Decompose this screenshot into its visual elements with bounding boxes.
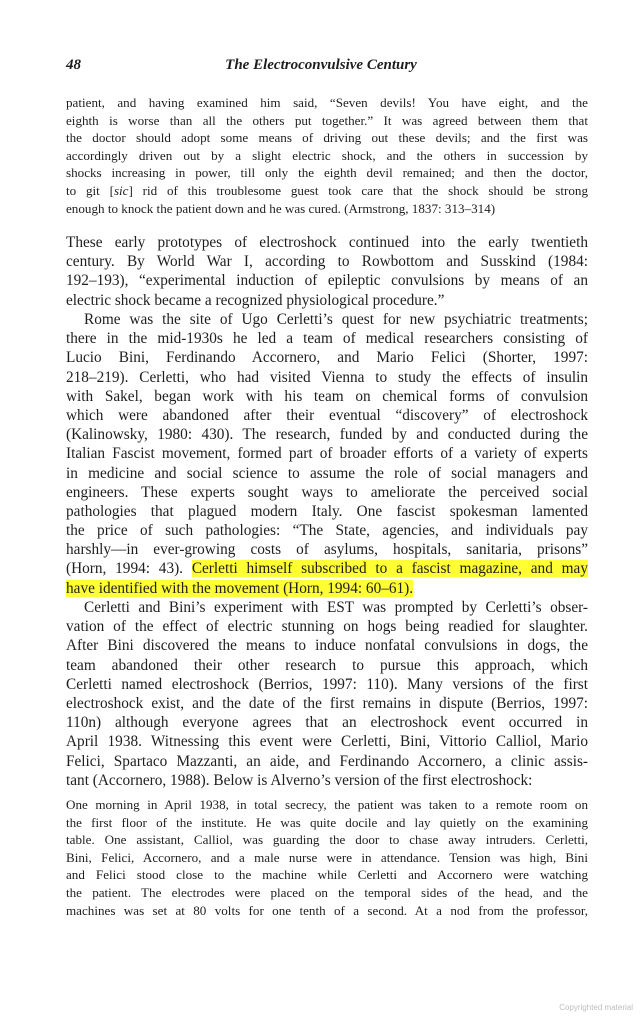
body-line: century. By World War I, according to Rowbottom and Susskind (1984: xyxy=(66,253,588,271)
quote-line: enough to knock the patient down and he was cured. (Armstrong, 1837: 313–314) xyxy=(66,200,496,216)
body-line: (Kalinowsky, 1980: 430). The research, funded by and conducted during the xyxy=(66,426,588,444)
page-number: 48 xyxy=(66,57,81,73)
body-line: These early prototypes of electroshock continued into the early twentieth xyxy=(66,234,588,251)
quote-line: eighth is worse than all the others put together.” It was agreed between them that xyxy=(66,112,588,128)
body-line: vation of the effect of electric stunning on hogs being readied for slaughter. xyxy=(66,618,588,636)
quote-line: shocks increasing in power, till only the eighth devil remained; and then the doctor, xyxy=(66,165,588,181)
paragraph-cerletti-bini-experiment xyxy=(66,598,588,790)
body-line: Cerletti named electroshock (Berrios, 1997: 110). Many versions of the first xyxy=(66,675,588,693)
body-line: electroshock exist, and the date of the first remains in dispute (Berrios, 1997: xyxy=(66,694,588,712)
paragraph-early-prototypes xyxy=(66,233,588,310)
body-line: with Sakel, began work with his team on chemical forms of convulsion xyxy=(66,387,588,405)
body-line: 110n) although everyone agrees that an electroshock event occurred in xyxy=(66,714,588,732)
body-line: (Horn, 1994: 43). Cerletti himself subscribed to a fascist magazine, and may xyxy=(66,560,588,578)
quote-line: and Felici stood close to the machine while Cerletti and Accornero were watching xyxy=(66,867,588,883)
body-line: 218–219). Cerletti, who had visited Vienna to study the effects of insulin xyxy=(66,368,588,386)
quote-line: the patient. The electrodes were placed on the temporal sides of the head, and the xyxy=(66,884,588,900)
running-head xyxy=(66,57,576,77)
body-line: Lucio Bini, Ferdinando Accornero, and Mario Felici (Shorter, 1997: xyxy=(66,349,588,367)
quote-line: to git [sic] rid of this troublesome guest took care that the shock should be strong xyxy=(66,182,588,198)
body-line: electric shock became a recognized physiological procedure.” xyxy=(66,291,445,309)
body-line: Felici, Spartaco Mazzanti, an aide, and Ferdinando Accornero, a clinic assis- xyxy=(66,752,588,770)
book-title: The Electroconvulsive Century xyxy=(225,57,417,73)
block-quote-armstrong xyxy=(66,94,588,217)
body-line: engineers. These experts sought ways to ameliorate the perceived social xyxy=(66,483,588,501)
quote-line: Bini, Felici, Accornero, and a male nurse were in attendance. Tension was high, Bini xyxy=(66,849,588,865)
highlighted-text[interactable]: Cerletti himself subscribed to a fascist magazine, and may xyxy=(191,560,588,578)
block-quote-alverno xyxy=(66,796,588,919)
body-line xyxy=(66,579,588,598)
highlighted-text[interactable]: have identified with the movement (Horn, 1994: 60–61). xyxy=(66,579,414,597)
quote-line: the doctor should adopt some means of driving out these devils; and the first was xyxy=(66,130,588,146)
quote-line: patient, and having examined him said, “Seven devils! You have eight, and the xyxy=(66,95,588,110)
body-line: tant (Accornero, 1988). Below is Alverno’s version of the first electroshock: xyxy=(66,771,533,789)
body-line: After Bini discovered the means to induce nonfatal convulsions in dogs, the xyxy=(66,637,588,655)
paragraph-rome-cerletti xyxy=(66,310,588,598)
quote-line: the first floor of the institute. He was quite docile and lay quietly on the examining xyxy=(66,814,588,830)
body-line: Cerletti and Bini’s experiment with EST was prompted by Cerletti’s obser- xyxy=(84,599,588,616)
quote-line: machines was set at 80 volts for one tenth of a second. At a nod from the professor, xyxy=(66,902,588,918)
body-line: Italian Fascist movement, formed part of broader efforts of a variety of experts xyxy=(66,445,588,463)
body-line: the price of such pathologies: “The State, agencies, and individuals pay xyxy=(66,522,588,540)
body-line: there in the mid-1930s he led a team of medical researchers consisting of xyxy=(66,330,588,348)
body-line: team abandoned their other research to pursue this approach, which xyxy=(66,656,588,674)
quote-line: One morning in April 1938, in total secrecy, the patient was taken to a remote room on xyxy=(66,797,588,812)
body-line: April 1938. Witnessing this event were Cerletti, Bini, Vittorio Calliol, Mario xyxy=(66,733,588,751)
copyright-watermark: Copyrighted material xyxy=(559,1003,633,1012)
body-line: 192–193), “experimental induction of epileptic convulsions by means of an xyxy=(66,272,588,290)
body-line: in medicine and social science to assume the role of social managers and xyxy=(66,464,588,482)
body-line: Rome was the site of Ugo Cerletti’s quest for new psychiatric treatments; xyxy=(84,311,588,328)
body-line: harshly—in ever-growing costs of asylums, hospitals, sanitaria, prisons” xyxy=(66,541,588,559)
quote-line: table. One assistant, Calliol, was guarding the door to chase away intruders. Cerletti, xyxy=(66,832,588,848)
quote-line: accordingly driven out by a slight electric shock, and the others in succession by xyxy=(66,147,588,163)
sic-italic: sic xyxy=(113,182,129,198)
body-line: pathologies that plagued modern Italy. One fascist spokesman lamented xyxy=(66,502,588,520)
body-line: which were abandoned after their eventual “discovery” of electroshock xyxy=(66,406,588,424)
